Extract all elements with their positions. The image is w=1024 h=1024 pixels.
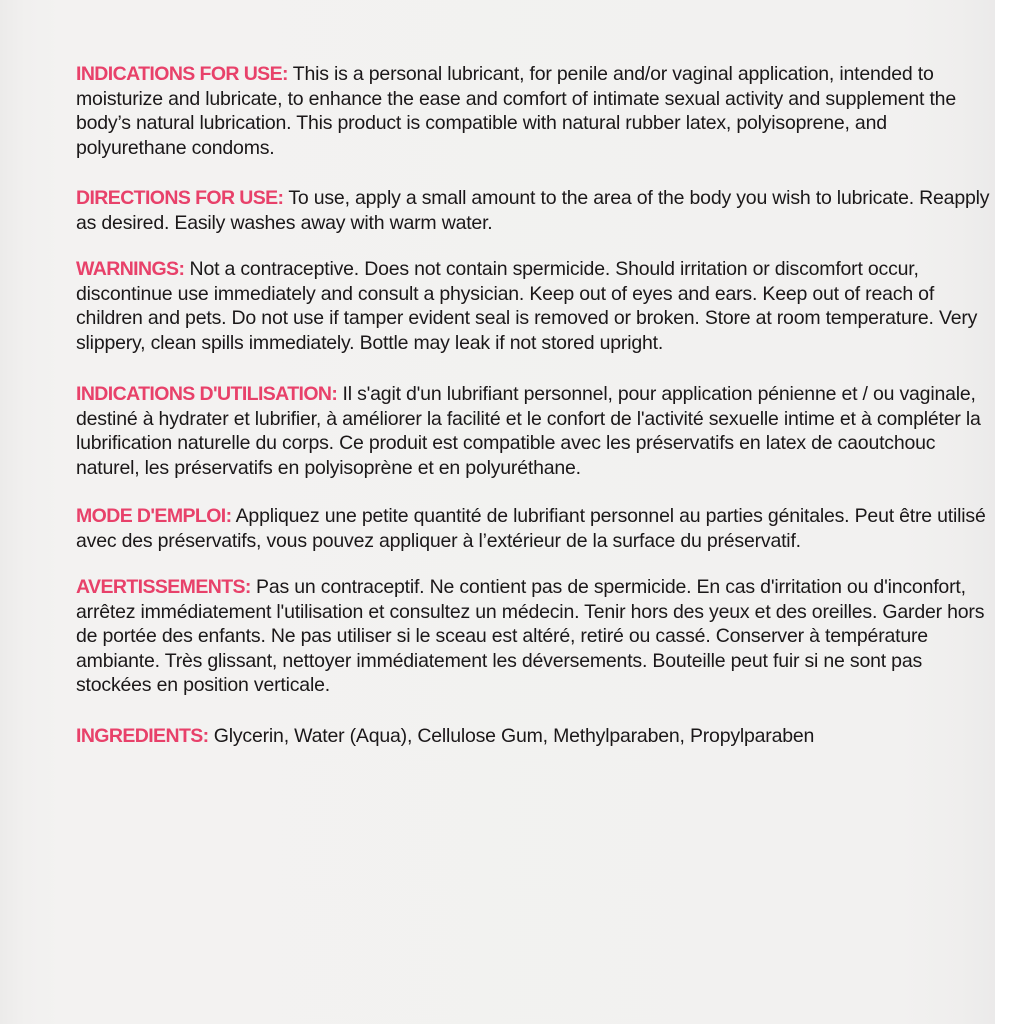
section-indications-utilisation — [76, 382, 996, 480]
section-heading: INDICATIONS FOR USE: — [76, 63, 288, 85]
section-indications-for-use — [76, 62, 996, 160]
section-body: Glycerin, Water (Aqua), Cellulose Gum, Methylparaben, Propylparaben — [208, 724, 815, 747]
section-paragraph — [76, 382, 996, 480]
section-ingredients — [76, 724, 996, 749]
section-heading: AVERTISSEMENTS: — [76, 576, 251, 598]
section-heading: DIRECTIONS FOR USE: — [76, 187, 284, 209]
section-paragraph — [76, 724, 996, 749]
section-body: Not a contraceptive. Does not contain spermicide. Should irritation or discomfort occur, discontinue use immediately and consult a physician. Keep out of eyes and ears. Keep out of reach of children and pets. Do not use if tamper evident seal is removed or broken. Store at room temperature. Very slippery, clean spills immediately. Bottle may leak if not stored upright. — [76, 258, 978, 354]
section-body: Pas un contraceptif. Ne contient pas de spermicide. En cas d'irritation ou d'inconfort, arrêtez immédiatement l'utilisation et consultez un médecin. Tenir hors des yeux et des oreilles. Garder hors de portée des enfants. Ne pas utiliser si le sceau est altéré, retiré ou cassé. Conserver à température ambiante. Très glissant, nettoyer immédiatement les déversements. Bouteille peut fuir si ne sont pas stockées en position verticale. — [76, 576, 985, 696]
section-body: To use, apply a small amount to the area of the body you wish to lubricate. Reapply as desired. Easily washes away with warm water. — [76, 187, 990, 234]
section-heading: MODE D'EMPLOI: — [76, 505, 232, 527]
section-paragraph — [76, 62, 996, 160]
section-heading: WARNINGS: — [76, 258, 185, 280]
section-paragraph — [76, 504, 996, 553]
section-mode-emploi — [76, 504, 996, 553]
section-paragraph — [76, 575, 996, 698]
section-heading: INGREDIENTS: — [76, 724, 209, 747]
product-label-text — [76, 62, 996, 770]
section-heading: INDICATIONS D'UTILISATION: — [76, 383, 338, 405]
section-paragraph — [76, 257, 996, 355]
section-warnings — [76, 257, 996, 355]
section-body: This is a personal lubricant, for penile and/or vaginal application, intended to moisturize and lubricate, to enhance the ease and comfort of intimate sexual activity and supplement the body’s natural lubrication. This product is compatible with natural rubber latex, polyisoprene, and polyurethane condoms. — [76, 63, 956, 159]
section-directions-for-use — [76, 186, 996, 235]
section-body: Appliquez une petite quantité de lubrifiant personnel au parties génitales. Peut être utilisé avec des préservatifs, vous pouvez appliquer à l’extérieur de la surface du préservatif. — [76, 505, 986, 552]
section-avertissements — [76, 575, 996, 698]
section-body: Il s'agit d'un lubrifiant personnel, pour application pénienne et / ou vaginale, destiné à hydrater et lubrifier, à améliorer la facilité et le confort de l'activité sexuelle intime et à compléter la lubrification naturelle du corps. Ce produit est compatible avec les préservatifs en latex de caoutchouc naturel, les préservatifs en polyisoprène et en polyuréthane. — [76, 383, 981, 479]
section-paragraph — [76, 186, 996, 235]
